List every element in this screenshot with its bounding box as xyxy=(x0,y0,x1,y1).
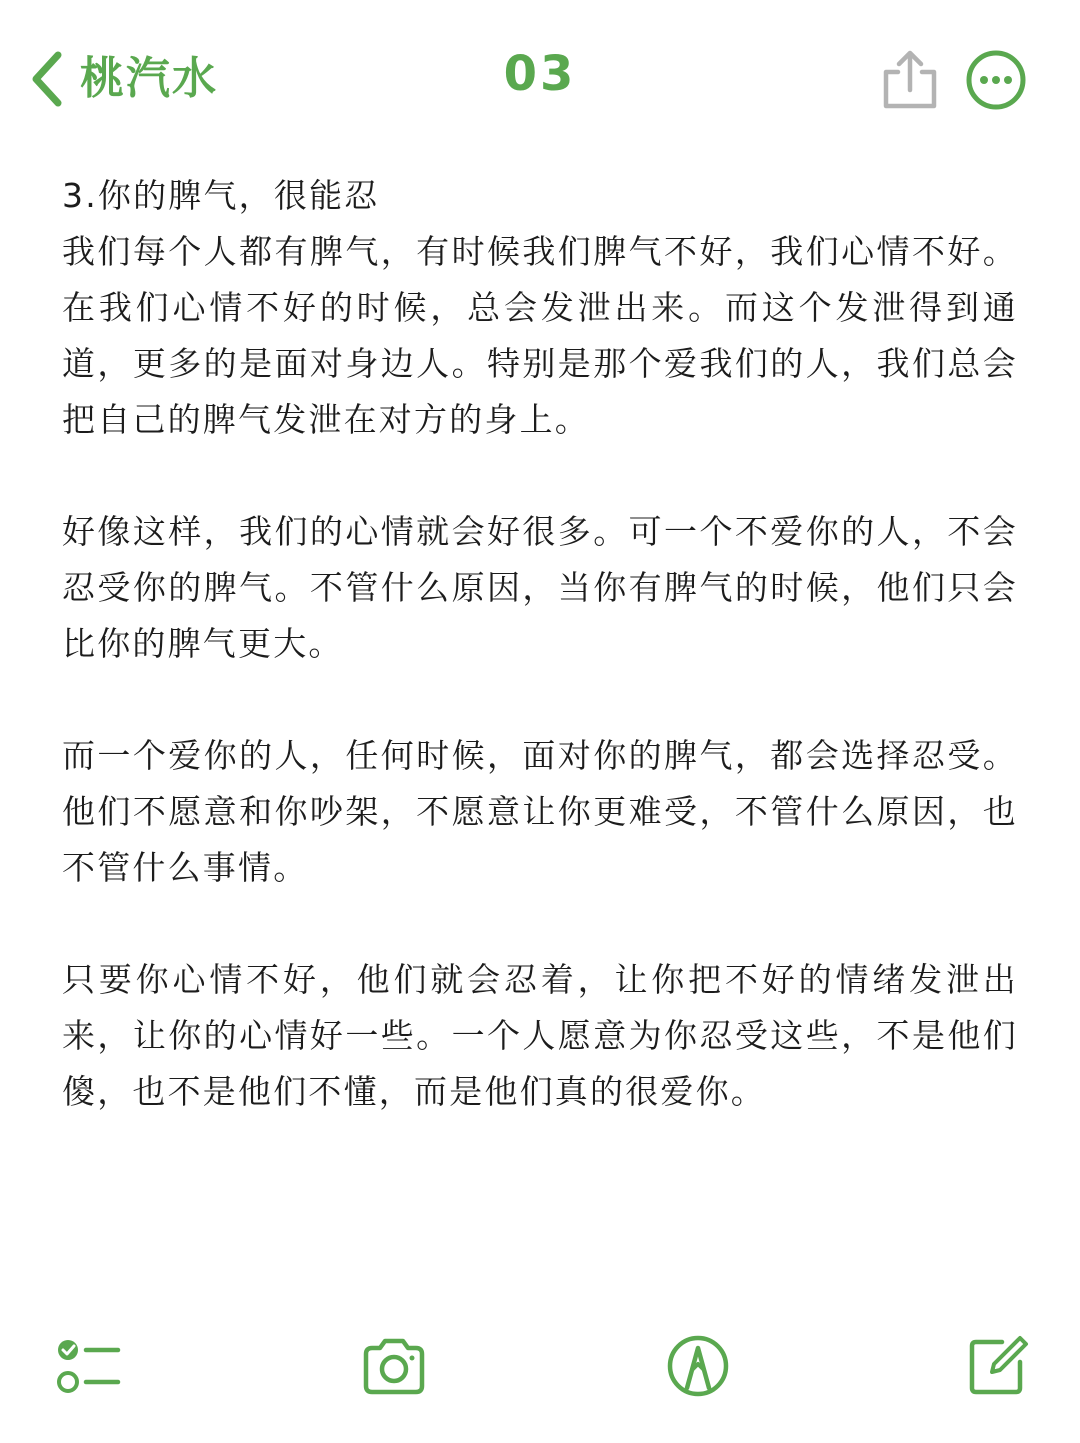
paragraph-2: 好像这样，我们的心情就会好很多。可一个不爱你的人，不会忍受你的脾气。不管什么原因，当你有脾气的时候，他们只会比你的脾气更大。 xyxy=(62,512,1018,663)
markup-pen-icon xyxy=(662,1330,734,1402)
camera-button[interactable] xyxy=(358,1330,430,1402)
more-dots-icon xyxy=(964,97,1028,116)
back-label: 桃汽水 xyxy=(80,53,218,104)
note-heading: 3.你的脾气，很能忍 xyxy=(62,176,380,215)
share-icon xyxy=(878,97,942,116)
checklist-button[interactable] xyxy=(52,1330,124,1402)
checklist-icon xyxy=(52,1330,124,1402)
markup-button[interactable] xyxy=(662,1330,734,1402)
compose-icon xyxy=(962,1330,1034,1402)
note-body[interactable] xyxy=(62,168,1018,1176)
paragraph-3: 而一个爱你的人，任何时候，面对你的脾气，都会选择忍受。他们不愿意和你吵架，不愿意让你更难受，不管什么原因，也不管什么事情。 xyxy=(62,736,1018,887)
compose-button[interactable] xyxy=(962,1330,1034,1402)
page-title: 03 xyxy=(503,46,577,102)
more-button[interactable] xyxy=(964,48,1028,112)
chevron-left-icon xyxy=(28,49,64,109)
camera-icon xyxy=(358,1330,430,1402)
bottom-toolbar xyxy=(0,1320,1080,1410)
paragraph-1: 我们每个人都有脾气，有时候我们脾气不好，我们心情不好。在我们心情不好的时候，总会发泄出来。而这个发泄得到通道，更多的是面对身边人。特别是那个爱我们的人，我们总会把自己的脾气发泄在对方的身上。 xyxy=(62,232,1018,439)
back-button[interactable] xyxy=(28,44,218,114)
paragraph-4: 只要你心情不好，他们就会忍着，让你把不好的情绪发泄出来，让你的心情好一些。一个人愿意为你忍受这些，不是他们傻，也不是他们不懂，而是他们真的很爱你。 xyxy=(62,960,1018,1111)
share-button[interactable] xyxy=(878,48,942,112)
nav-bar xyxy=(0,0,1080,150)
